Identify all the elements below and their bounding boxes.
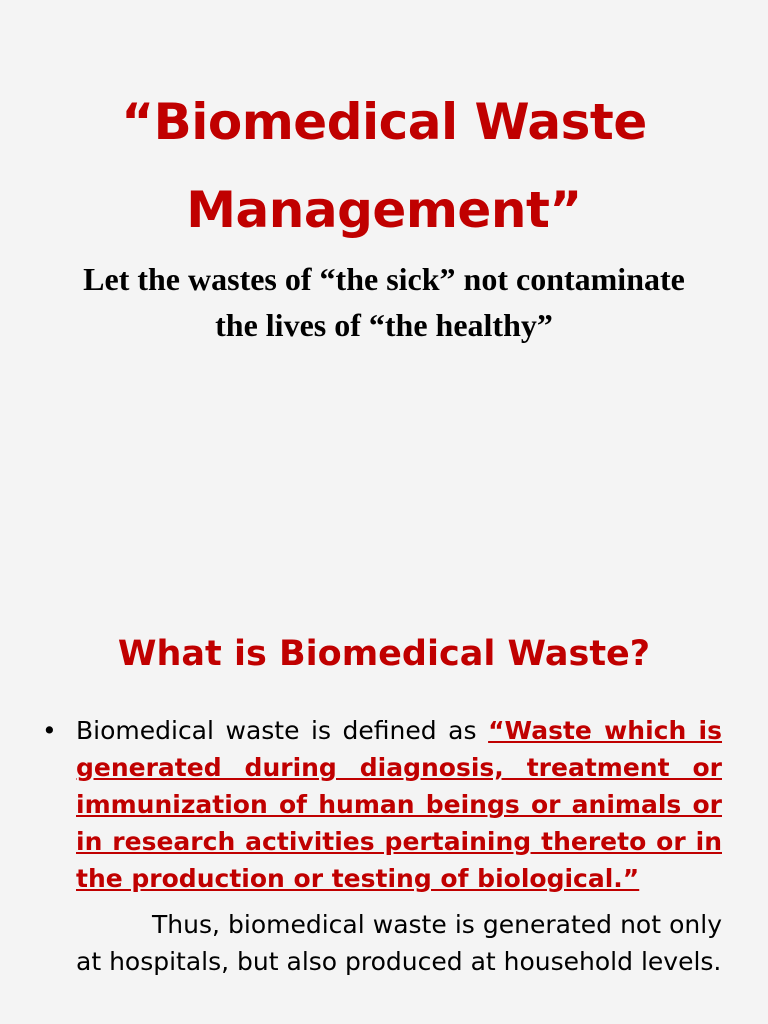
- slide-2-title: What is Biomedical Waste?: [117, 634, 651, 674]
- bullet-list: [40, 712, 722, 897]
- slide-definition: [0, 600, 768, 1024]
- slide-1-title: “Biomedical Waste Management”: [121, 93, 647, 239]
- slide-1-subtitle: Let the wastes of “the sick” not contaminate the lives of “the healthy”: [83, 261, 685, 343]
- definition-quote: “Waste which is generated during diagnosis, treatment or immunization of human beings or animals or in research activities pertaining thereto or in the production or testing of biological.”: [76, 716, 723, 893]
- bullet-prefix-text: Biomedical waste is defined as: [76, 716, 477, 745]
- household-paragraph: Thus, biomedical waste is generated not only at hospitals, but also produced at household levels.: [76, 910, 722, 976]
- bullet-dot-icon: •: [42, 716, 57, 745]
- bullet-item-definition: [40, 712, 722, 897]
